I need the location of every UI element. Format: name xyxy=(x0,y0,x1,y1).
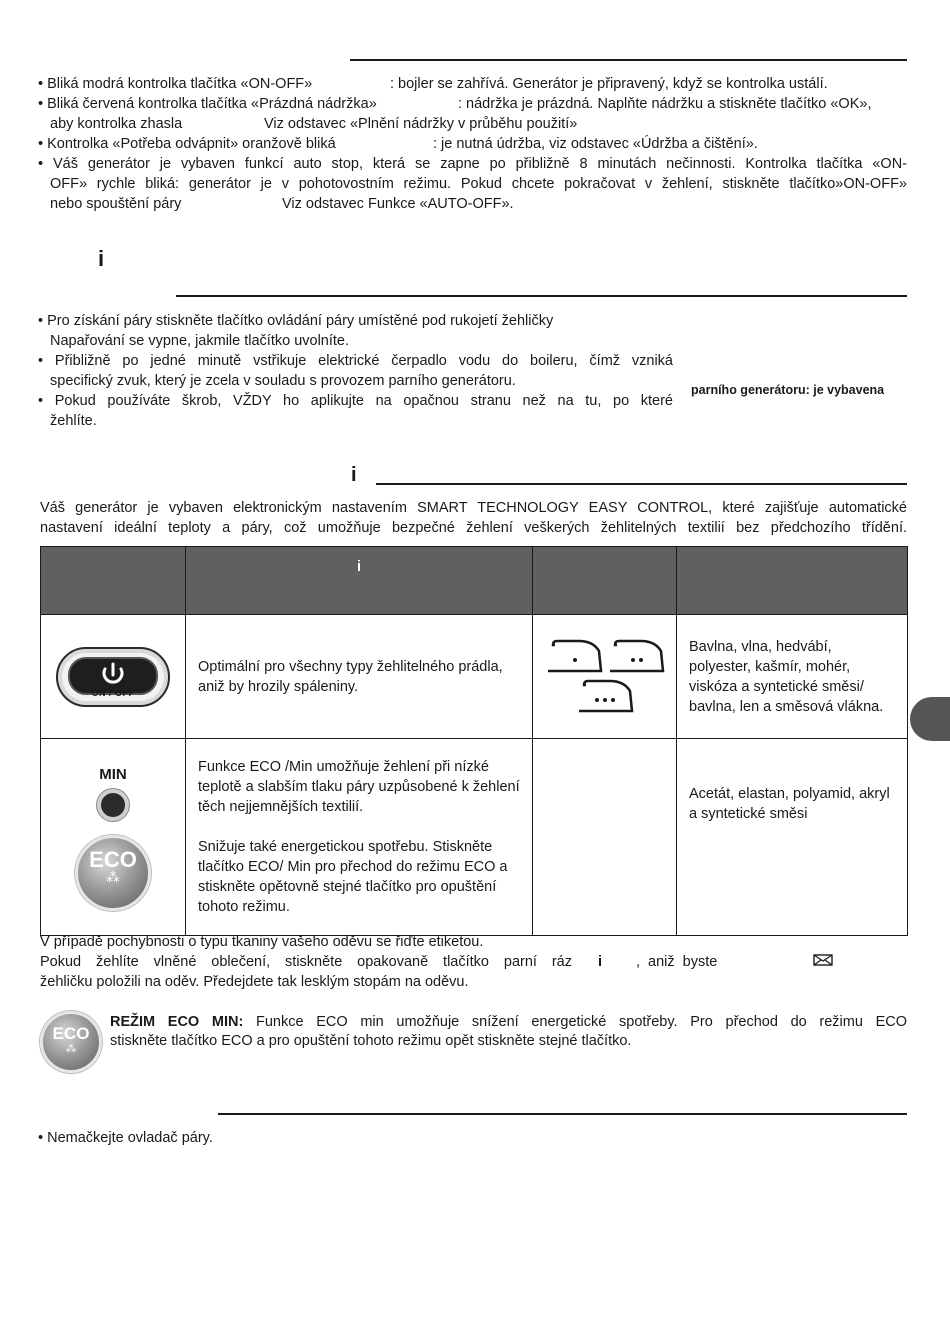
min-indicator xyxy=(97,789,129,821)
section-rule-top xyxy=(350,59,907,61)
min-label: MIN xyxy=(99,766,127,783)
section-rule xyxy=(218,1113,907,1115)
eco-description-p2: Snižuje také energetickou spotřebu. Stiskněte tlačítko ECO/ Min pro přechod do režimu ECO a stiskněte opětovně stejné tlačítko pro opuštění tohoto režimu. xyxy=(198,839,508,915)
bullet-text: : je nutná údržba, viz odstavec «Údržba a čištění». xyxy=(433,136,758,152)
bullet-onoff-desc xyxy=(390,74,828,94)
eco-icon xyxy=(40,1011,102,1073)
settings-table xyxy=(40,546,908,936)
iron-dot xyxy=(603,698,607,702)
iron-dot xyxy=(611,698,615,702)
section-heading-glyph: i xyxy=(351,464,357,486)
bullet-text: Viz odstavec Funkce «AUTO-OFF». xyxy=(282,196,514,212)
table-cell-iron-symbols xyxy=(533,739,677,936)
bullet-descale-desc xyxy=(433,134,758,154)
table-row xyxy=(41,615,908,739)
eco-note-line1 xyxy=(110,1012,907,1032)
bullet-steam-line2: Napařování se vypne, jakmile tlačítko uvolníte. xyxy=(50,333,350,349)
bullet-text: • Kontrolka «Potřeba odvápnit» oranžově bliká xyxy=(38,136,336,152)
iron-three-dot-icon xyxy=(579,681,632,711)
bullet-descale xyxy=(38,134,336,154)
steam-burst-icon xyxy=(813,954,833,966)
eco-button xyxy=(75,835,151,911)
bullet-autostop-line3b xyxy=(282,194,514,214)
fabric-label-note: V případě pochybnosti o typu tkaniny vašeho oděvu se řiďte etiketou. xyxy=(40,934,484,950)
intro-line1: Váš generátor je vybaven elektronickým nastavením SMART TECHNOLOGY EASY CONTROL, které zajišťuje automatické xyxy=(40,500,907,516)
bullet-text: : bojler se zahřívá. Generátor je připravený, když se kontrolka ustálí. xyxy=(390,76,828,92)
steam-drops-icon: ⁂ xyxy=(106,869,120,885)
table-row xyxy=(41,739,908,936)
bullet-empty-tank-desc xyxy=(458,94,871,114)
table-cell-fabrics: Acetát, elastan, polyamid, akryl a syntetické směsi xyxy=(677,739,908,936)
table-cell-button xyxy=(41,739,186,936)
bullet-steam-line1: • Pro získání páry stiskněte tlačítko ovládání páry umístěné pod rukojetí žehličky xyxy=(38,313,554,329)
wool-note-line-b: , aniž byste xyxy=(636,954,718,970)
eco-note-text: Funkce ECO min umožňuje snížení energetické spotřeby. Pro přechod do režimu ECO xyxy=(256,1014,908,1030)
bullet-pump-line1: • Přibližně po jedné minutě vstřikuje elektrické čerpadlo vodu do boileru, čímž vzniká xyxy=(38,353,673,369)
intro-line2: nastavení ideální teploty a páry, což umožňuje bezpečné žehlení veškerých žehlitelných textilií bez předchozího třídění. xyxy=(40,520,907,536)
iron-dot xyxy=(573,658,577,662)
table-cell-button xyxy=(41,615,186,739)
bullet-text: nebo spouštění páry xyxy=(50,196,182,212)
bullet-starch-line1: • Pokud používáte škrob, VŽDY ho aplikujte na opačnou stranu než na tu, po které xyxy=(38,393,673,409)
on-off-label: ON / OFF xyxy=(91,687,135,698)
bullet-text: Viz odstavec «Plnění nádržky v průběhu použití» xyxy=(264,116,578,132)
steam-drops-icon: ⁂ xyxy=(65,1043,77,1055)
side-note: parního generátoru: je vybavena xyxy=(691,383,885,397)
bullet-text: : nádržka je prázdná. Naplňte nádržku a stiskněte tlačítko «OK», xyxy=(458,96,872,112)
bullet-onoff xyxy=(38,74,312,94)
bullet-text: aby kontrolka zhasla xyxy=(50,116,183,132)
eco-description-p1: Funkce ECO /Min umožňuje žehlení při nízké teplotě a slabším tlaku páry uzpůsobené k žehlení těch nejjemnějších textilií. xyxy=(198,759,520,815)
table-header-row xyxy=(41,547,908,615)
eco-note-line2: stiskněte tlačítko ECO a pro opuštění tohoto režimu opět stiskněte stejné tlačítko. xyxy=(110,1033,632,1049)
table-header-cell xyxy=(677,547,908,615)
bullet-text: • Bliká červená kontrolka tlačítka «Prázdná nádržka» xyxy=(38,96,377,112)
section-heading-glyph: i xyxy=(98,246,105,271)
table-cell-description: Optimální pro všechny typy žehlitelného prádla, aniž by hrozily spáleniny. xyxy=(186,615,533,739)
iron-temperature-icons xyxy=(533,615,677,732)
on-off-button xyxy=(56,647,170,707)
bullet-pump-line2: specifický zvuk, který je zcela v souladu s provozem parního generátoru. xyxy=(50,373,516,389)
iron-one-dot-icon xyxy=(548,641,601,671)
bullet-autostop-line3a xyxy=(50,194,181,214)
wool-note-line-a: Pokud žehlíte vlněné oblečení, stiskněte opakovaně tlačítko parní ráz xyxy=(40,954,572,970)
eco-note-title: REŽIM ECO MIN: xyxy=(110,1014,244,1030)
iron-dot xyxy=(631,658,635,662)
table-header-cell xyxy=(41,547,186,615)
iron-two-dot-icon xyxy=(610,641,663,671)
bullet-empty-tank-cont-b xyxy=(264,114,577,134)
bullet-text: • Bliká modrá kontrolka tlačítka «ON-OFF» xyxy=(38,76,313,92)
iron-dot xyxy=(595,698,599,702)
steam-burst-glyph: i xyxy=(598,954,603,970)
bullet-starch-line2: žehlíte. xyxy=(50,413,97,429)
bullet-autostop-line1: • Váš generátor je vybaven funkcí auto stop, která se zapne po přibližně 8 minutách nečinnosti. Kontrolka tlačítka «ON- xyxy=(38,156,907,172)
section-rule xyxy=(376,483,907,485)
table-header-cell xyxy=(533,547,677,615)
bullet-empty-tank-cont-a xyxy=(50,114,182,134)
table-cell-description xyxy=(186,739,533,936)
wool-note-line3: žehličku položili na oděv. Předejdete tak lesklým stopám na oděvu. xyxy=(40,974,469,990)
chapter-side-tab xyxy=(910,697,950,741)
eco-button-label: ECO xyxy=(89,847,137,872)
bullet-empty-tank xyxy=(38,94,377,114)
bullet-no-crease: • Nemačkejte ovladač páry. xyxy=(38,1130,213,1146)
section-rule xyxy=(176,295,907,297)
eco-icon-label: ECO xyxy=(52,1024,90,1043)
table-cell-iron-symbols xyxy=(533,615,677,739)
bullet-autostop-line2: OFF» rychle bliká: generátor je v pohotovostním režimu. Pokud chcete pokračovat v žehlení, stiskněte tlačítko»ON-OFF» xyxy=(50,176,907,192)
iron-dot xyxy=(639,658,643,662)
table-header-cell: i xyxy=(186,547,533,615)
table-cell-fabrics: Bavlna, vlna, hedvábí, polyester, kašmír, mohér, viskóza a syntetické směsi/ bavlna, len a směsová vlákna. xyxy=(677,615,908,739)
